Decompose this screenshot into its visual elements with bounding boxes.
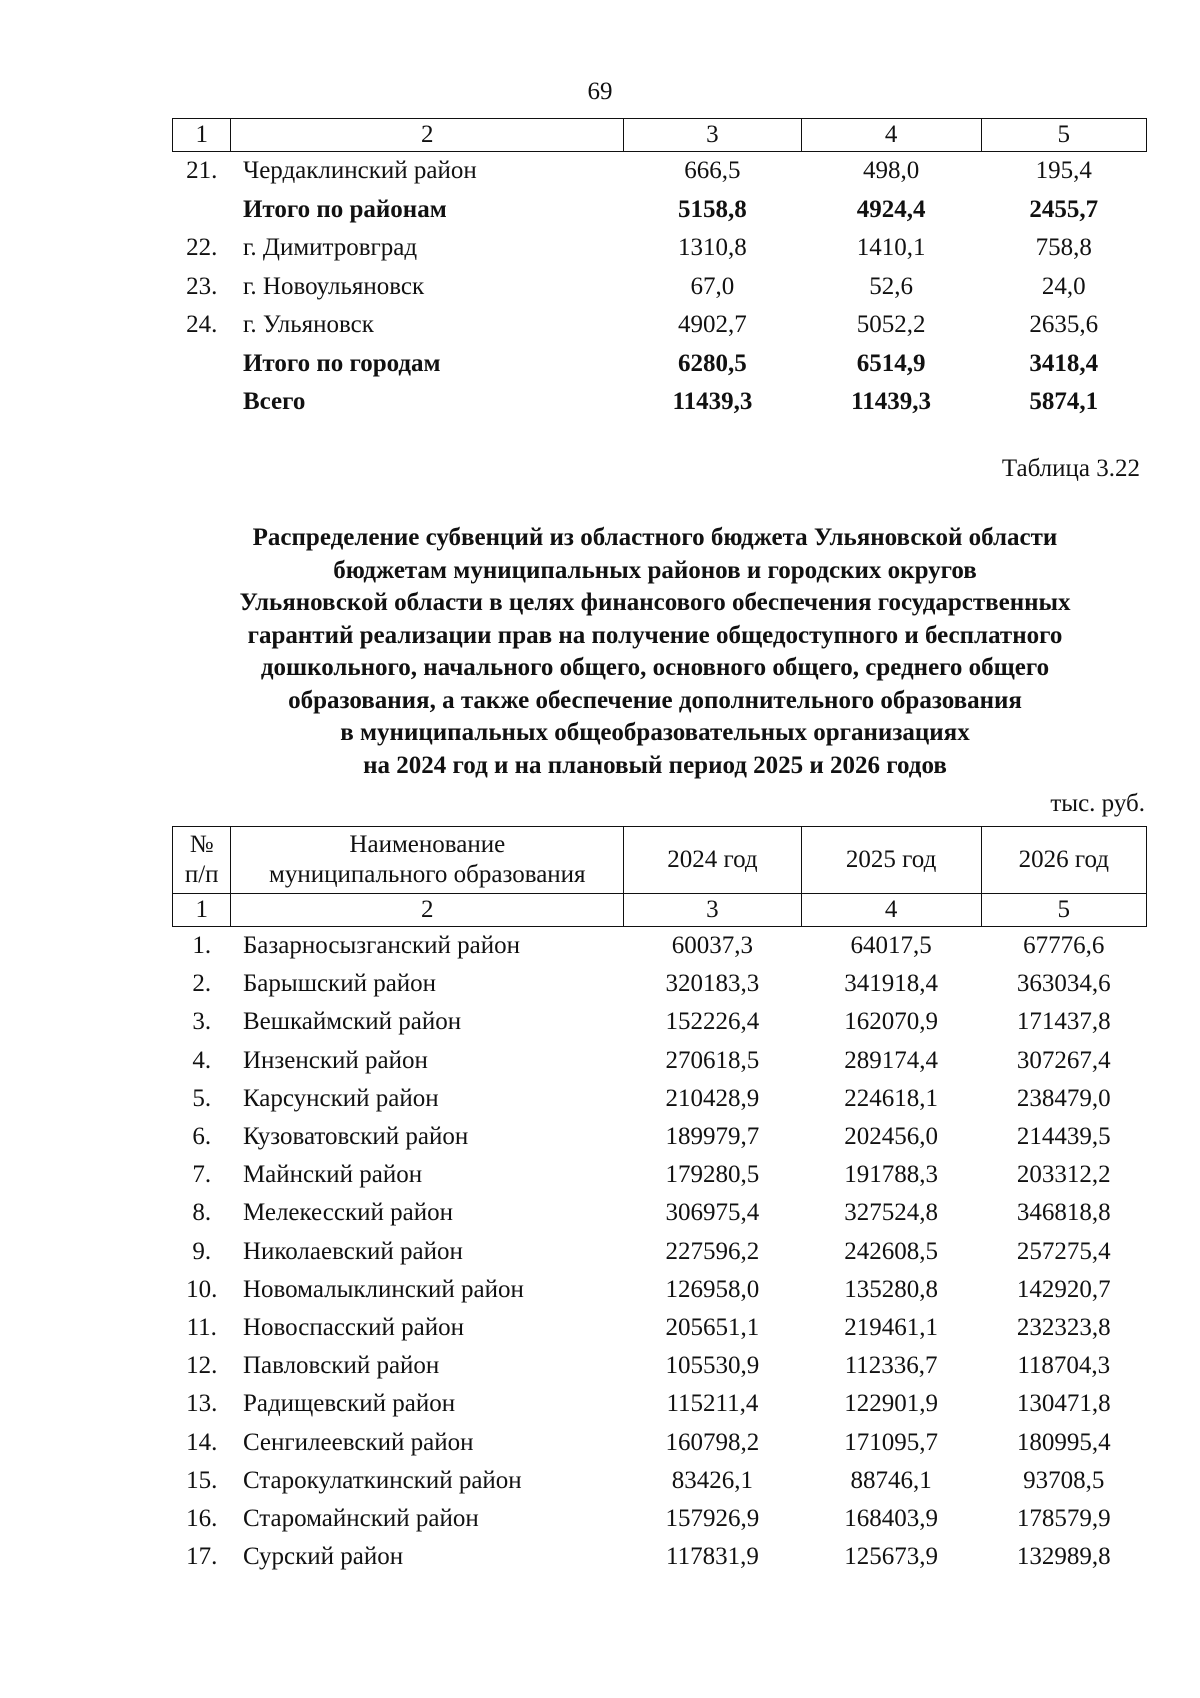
row-value-cell: 11439,3	[672, 388, 753, 416]
number-cell: 5	[981, 894, 1146, 927]
header-num-cell	[173, 827, 231, 894]
row-name-cell: Итого по районам	[242, 195, 447, 223]
row-value-cell: 203312,2	[1016, 1161, 1111, 1189]
table-row	[173, 927, 1147, 966]
row-name-cell: Сенгилеевский район	[242, 1428, 474, 1456]
row-value-cell: 105530,9	[665, 1352, 760, 1380]
header-num-line2: п/п	[184, 861, 219, 888]
row-value-cell: 130471,8	[1016, 1390, 1111, 1418]
row-number-cell: 17.	[186, 1543, 218, 1571]
row-value-cell: 178579,9	[1016, 1504, 1111, 1532]
row-number-cell: 5.	[192, 1084, 212, 1112]
row-value-cell: 214439,5	[1016, 1123, 1111, 1151]
row-value-cell: 117831,9	[666, 1543, 759, 1571]
row-value-cell: 2635,6	[1029, 311, 1099, 339]
table-row	[173, 152, 1147, 191]
row-number-cell	[173, 383, 231, 422]
row-value-cell: 4924,4	[856, 195, 926, 223]
row-value-cell: 132989,8	[1016, 1543, 1111, 1571]
row-number-cell: 24.	[186, 311, 218, 339]
table-row	[173, 1003, 1147, 1041]
row-value-cell: 219461,1	[844, 1313, 938, 1341]
row-value-cell: 152226,4	[665, 1008, 760, 1036]
row-number-cell: 4.	[192, 1046, 212, 1074]
table-row	[173, 383, 1147, 422]
header-2024-cell: 2024 год	[624, 827, 802, 894]
row-value-cell: 88746,1	[850, 1466, 932, 1494]
top-table-header-row	[173, 119, 1147, 152]
number-cell: 1	[173, 894, 231, 927]
row-number-cell: 6.	[192, 1123, 212, 1151]
title-line: Распределение субвенций из областного бюджета Ульяновской области	[252, 524, 1058, 551]
row-value-cell: 112336,7	[844, 1352, 938, 1380]
row-number-cell: 22.	[186, 234, 218, 262]
header-cell: 3	[624, 119, 802, 152]
row-value-cell: 126958,0	[665, 1275, 760, 1303]
row-number-cell	[173, 191, 231, 230]
table-row	[173, 1309, 1147, 1347]
row-value-cell: 270618,5	[665, 1046, 760, 1074]
row-value-cell: 67,0	[690, 272, 735, 300]
row-value-cell: 666,5	[684, 157, 741, 185]
table-row	[173, 1194, 1147, 1232]
row-value-cell: 5874,1	[1029, 388, 1099, 416]
title-line: образования, а также обеспечение дополнительного образования	[288, 686, 1022, 714]
row-name-cell: Базарносызганский район	[242, 932, 520, 960]
header-cell: 1	[173, 119, 231, 152]
row-name-cell: Инзенский район	[242, 1046, 428, 1074]
table-row	[173, 1538, 1147, 1576]
row-value-cell: 1410,1	[856, 234, 926, 262]
table-label: Таблица 3.22	[1001, 455, 1140, 482]
number-cell: 4	[801, 894, 981, 927]
header-2026-cell: 2026 год	[981, 827, 1146, 894]
row-value-cell: 341918,4	[844, 970, 938, 998]
row-value-cell: 227596,2	[665, 1237, 760, 1265]
row-name-cell: Новоспасский район	[242, 1313, 465, 1341]
row-name-cell: Павловский район	[242, 1352, 440, 1380]
number-cell: 3	[624, 894, 802, 927]
page-number: 69	[587, 78, 613, 105]
row-number-cell: 16.	[186, 1504, 218, 1532]
row-number-cell: 12.	[186, 1352, 218, 1380]
table-row	[173, 1233, 1147, 1271]
row-value-cell: 307267,4	[1016, 1046, 1111, 1074]
header-num-line1: №	[189, 831, 214, 858]
row-number-cell: 11.	[186, 1313, 217, 1341]
title-line: Ульяновской области в целях финансового обеспечения государственных	[239, 589, 1071, 616]
row-number-cell: 15.	[186, 1466, 218, 1494]
table-row	[173, 345, 1147, 384]
header-name-line2: муниципального образования	[269, 861, 586, 888]
row-value-cell: 498,0	[862, 157, 920, 185]
row-value-cell: 205651,1	[665, 1313, 760, 1341]
row-name-cell: Радищевский район	[242, 1390, 456, 1418]
table-row	[173, 1500, 1147, 1538]
row-value-cell: 179280,5	[665, 1161, 760, 1189]
title-line: гарантий реализации прав на получение общедоступного и бесплатного	[247, 621, 1063, 649]
row-value-cell: 202456,0	[844, 1123, 938, 1151]
row-name-cell: Новомалыклинский район	[242, 1275, 524, 1303]
table-row	[173, 965, 1147, 1003]
row-value-cell: 189979,7	[665, 1123, 760, 1151]
row-number-cell: 10.	[186, 1275, 218, 1303]
table-row	[173, 1347, 1147, 1385]
row-name-cell: Всего	[242, 388, 306, 416]
row-value-cell: 118704,3	[1017, 1352, 1111, 1380]
row-value-cell: 306975,4	[665, 1199, 760, 1227]
row-value-cell: 5052,2	[856, 311, 926, 339]
row-number-cell: 1.	[192, 932, 212, 960]
row-value-cell: 162070,9	[844, 1008, 938, 1036]
number-cell: 2	[231, 894, 624, 927]
title-line: на 2024 год и на плановый период 2025 и 2026 годов	[363, 751, 947, 779]
row-value-cell: 157926,9	[665, 1504, 760, 1532]
row-number-cell: 9.	[192, 1237, 212, 1265]
row-value-cell: 346818,8	[1016, 1199, 1111, 1227]
table-row	[173, 1156, 1147, 1194]
header-cell: 2	[231, 119, 624, 152]
row-name-cell: Итого по городам	[242, 349, 441, 377]
table-row	[173, 1271, 1147, 1309]
title-line: дошкольного, начального общего, основного общего, среднего общего	[260, 654, 1050, 681]
table-title	[160, 522, 1150, 782]
table-row	[173, 1462, 1147, 1500]
row-value-cell: 191788,3	[844, 1161, 938, 1189]
table-row	[173, 1080, 1147, 1118]
main-table-header-row	[173, 827, 1147, 894]
row-value-cell: 320183,3	[665, 970, 760, 998]
row-value-cell: 6514,9	[856, 349, 926, 377]
row-value-cell: 125673,9	[844, 1543, 938, 1571]
row-value-cell: 83426,1	[671, 1466, 754, 1494]
row-number-cell: 7.	[192, 1161, 212, 1189]
row-value-cell: 327524,8	[844, 1199, 938, 1227]
row-name-cell: Сурский район	[242, 1543, 404, 1571]
row-value-cell: 3418,4	[1029, 349, 1099, 377]
row-name-cell: Карсунский район	[242, 1084, 439, 1112]
table-row	[173, 1423, 1147, 1461]
table-row	[173, 1118, 1147, 1156]
table-row	[173, 268, 1147, 307]
row-value-cell: 2455,7	[1029, 195, 1099, 223]
header-2025-cell: 2025 год	[801, 827, 981, 894]
header-cell: 5	[981, 119, 1146, 152]
row-value-cell: 115211,4	[666, 1390, 759, 1418]
row-number-cell: 14.	[186, 1428, 218, 1456]
row-value-cell: 24,0	[1041, 272, 1086, 300]
row-value-cell: 6280,5	[678, 349, 747, 377]
row-name-cell: Старокулаткинский район	[242, 1466, 522, 1494]
row-value-cell: 171437,8	[1016, 1008, 1111, 1036]
header-name-line1: Наименование	[349, 831, 506, 858]
row-number-cell: 21.	[186, 157, 218, 185]
main-table	[172, 826, 1147, 1576]
top-table	[172, 118, 1147, 422]
row-number-cell: 2.	[192, 970, 212, 998]
row-number-cell	[173, 345, 231, 384]
row-name-cell: Николаевский район	[242, 1237, 463, 1265]
row-name-cell: Мелекесский район	[242, 1199, 453, 1227]
row-value-cell: 67776,6	[1023, 932, 1105, 960]
row-value-cell: 160798,2	[665, 1428, 760, 1456]
row-value-cell: 180995,4	[1016, 1428, 1111, 1456]
header-name-cell	[231, 827, 624, 894]
row-value-cell: 171095,7	[844, 1428, 938, 1456]
row-name-cell: Барышский район	[242, 970, 437, 998]
row-number-cell: 13.	[186, 1390, 218, 1418]
row-value-cell: 195,4	[1035, 157, 1092, 185]
title-line: бюджетам муниципальных районов и городских округов	[333, 556, 977, 584]
row-value-cell: 168403,9	[844, 1504, 938, 1532]
row-name-cell: Майнский район	[242, 1161, 423, 1189]
row-value-cell: 52,6	[869, 272, 913, 300]
row-value-cell: 758,8	[1035, 234, 1092, 262]
table-row	[173, 229, 1147, 268]
row-value-cell: 363034,6	[1016, 970, 1111, 998]
row-name-cell: Старомайнский район	[242, 1504, 479, 1532]
row-value-cell: 64017,5	[850, 932, 932, 960]
row-value-cell: 1310,8	[678, 234, 747, 262]
row-name-cell: Кузоватовский район	[242, 1123, 469, 1151]
title-line: в муниципальных общеобразовательных организациях	[340, 719, 970, 746]
row-value-cell: 224618,1	[844, 1084, 938, 1112]
row-value-cell: 210428,9	[665, 1084, 760, 1112]
row-value-cell: 257275,4	[1016, 1237, 1111, 1265]
row-name-cell: г. Новоульяновск	[242, 272, 425, 300]
row-name-cell: г. Димитровград	[242, 234, 418, 262]
row-name-cell: Чердаклинский район	[242, 157, 477, 185]
table-row	[173, 191, 1147, 230]
row-value-cell: 238479,0	[1016, 1084, 1111, 1112]
table-row	[173, 1042, 1147, 1080]
row-number-cell: 3.	[192, 1008, 212, 1036]
main-table-number-row	[173, 894, 1147, 927]
row-value-cell: 93708,5	[1023, 1466, 1105, 1494]
row-value-cell: 242608,5	[844, 1237, 938, 1265]
row-name-cell: Вешкаймский район	[242, 1008, 462, 1036]
row-value-cell: 142920,7	[1016, 1275, 1111, 1303]
header-cell: 4	[801, 119, 981, 152]
row-value-cell: 5158,8	[678, 195, 747, 223]
row-value-cell: 122901,9	[844, 1390, 938, 1418]
table-row	[173, 1385, 1147, 1423]
row-value-cell: 135280,8	[844, 1275, 938, 1303]
row-value-cell: 11439,3	[851, 388, 932, 416]
table-row	[173, 306, 1147, 345]
row-number-cell: 23.	[186, 272, 218, 300]
units-label: тыс. руб.	[1050, 790, 1145, 817]
row-value-cell: 4902,7	[678, 311, 747, 339]
row-value-cell: 232323,8	[1016, 1313, 1111, 1341]
row-name-cell: г. Ульяновск	[242, 311, 374, 339]
row-value-cell: 289174,4	[844, 1046, 938, 1074]
row-value-cell: 60037,3	[671, 932, 754, 960]
row-number-cell: 8.	[192, 1199, 212, 1227]
